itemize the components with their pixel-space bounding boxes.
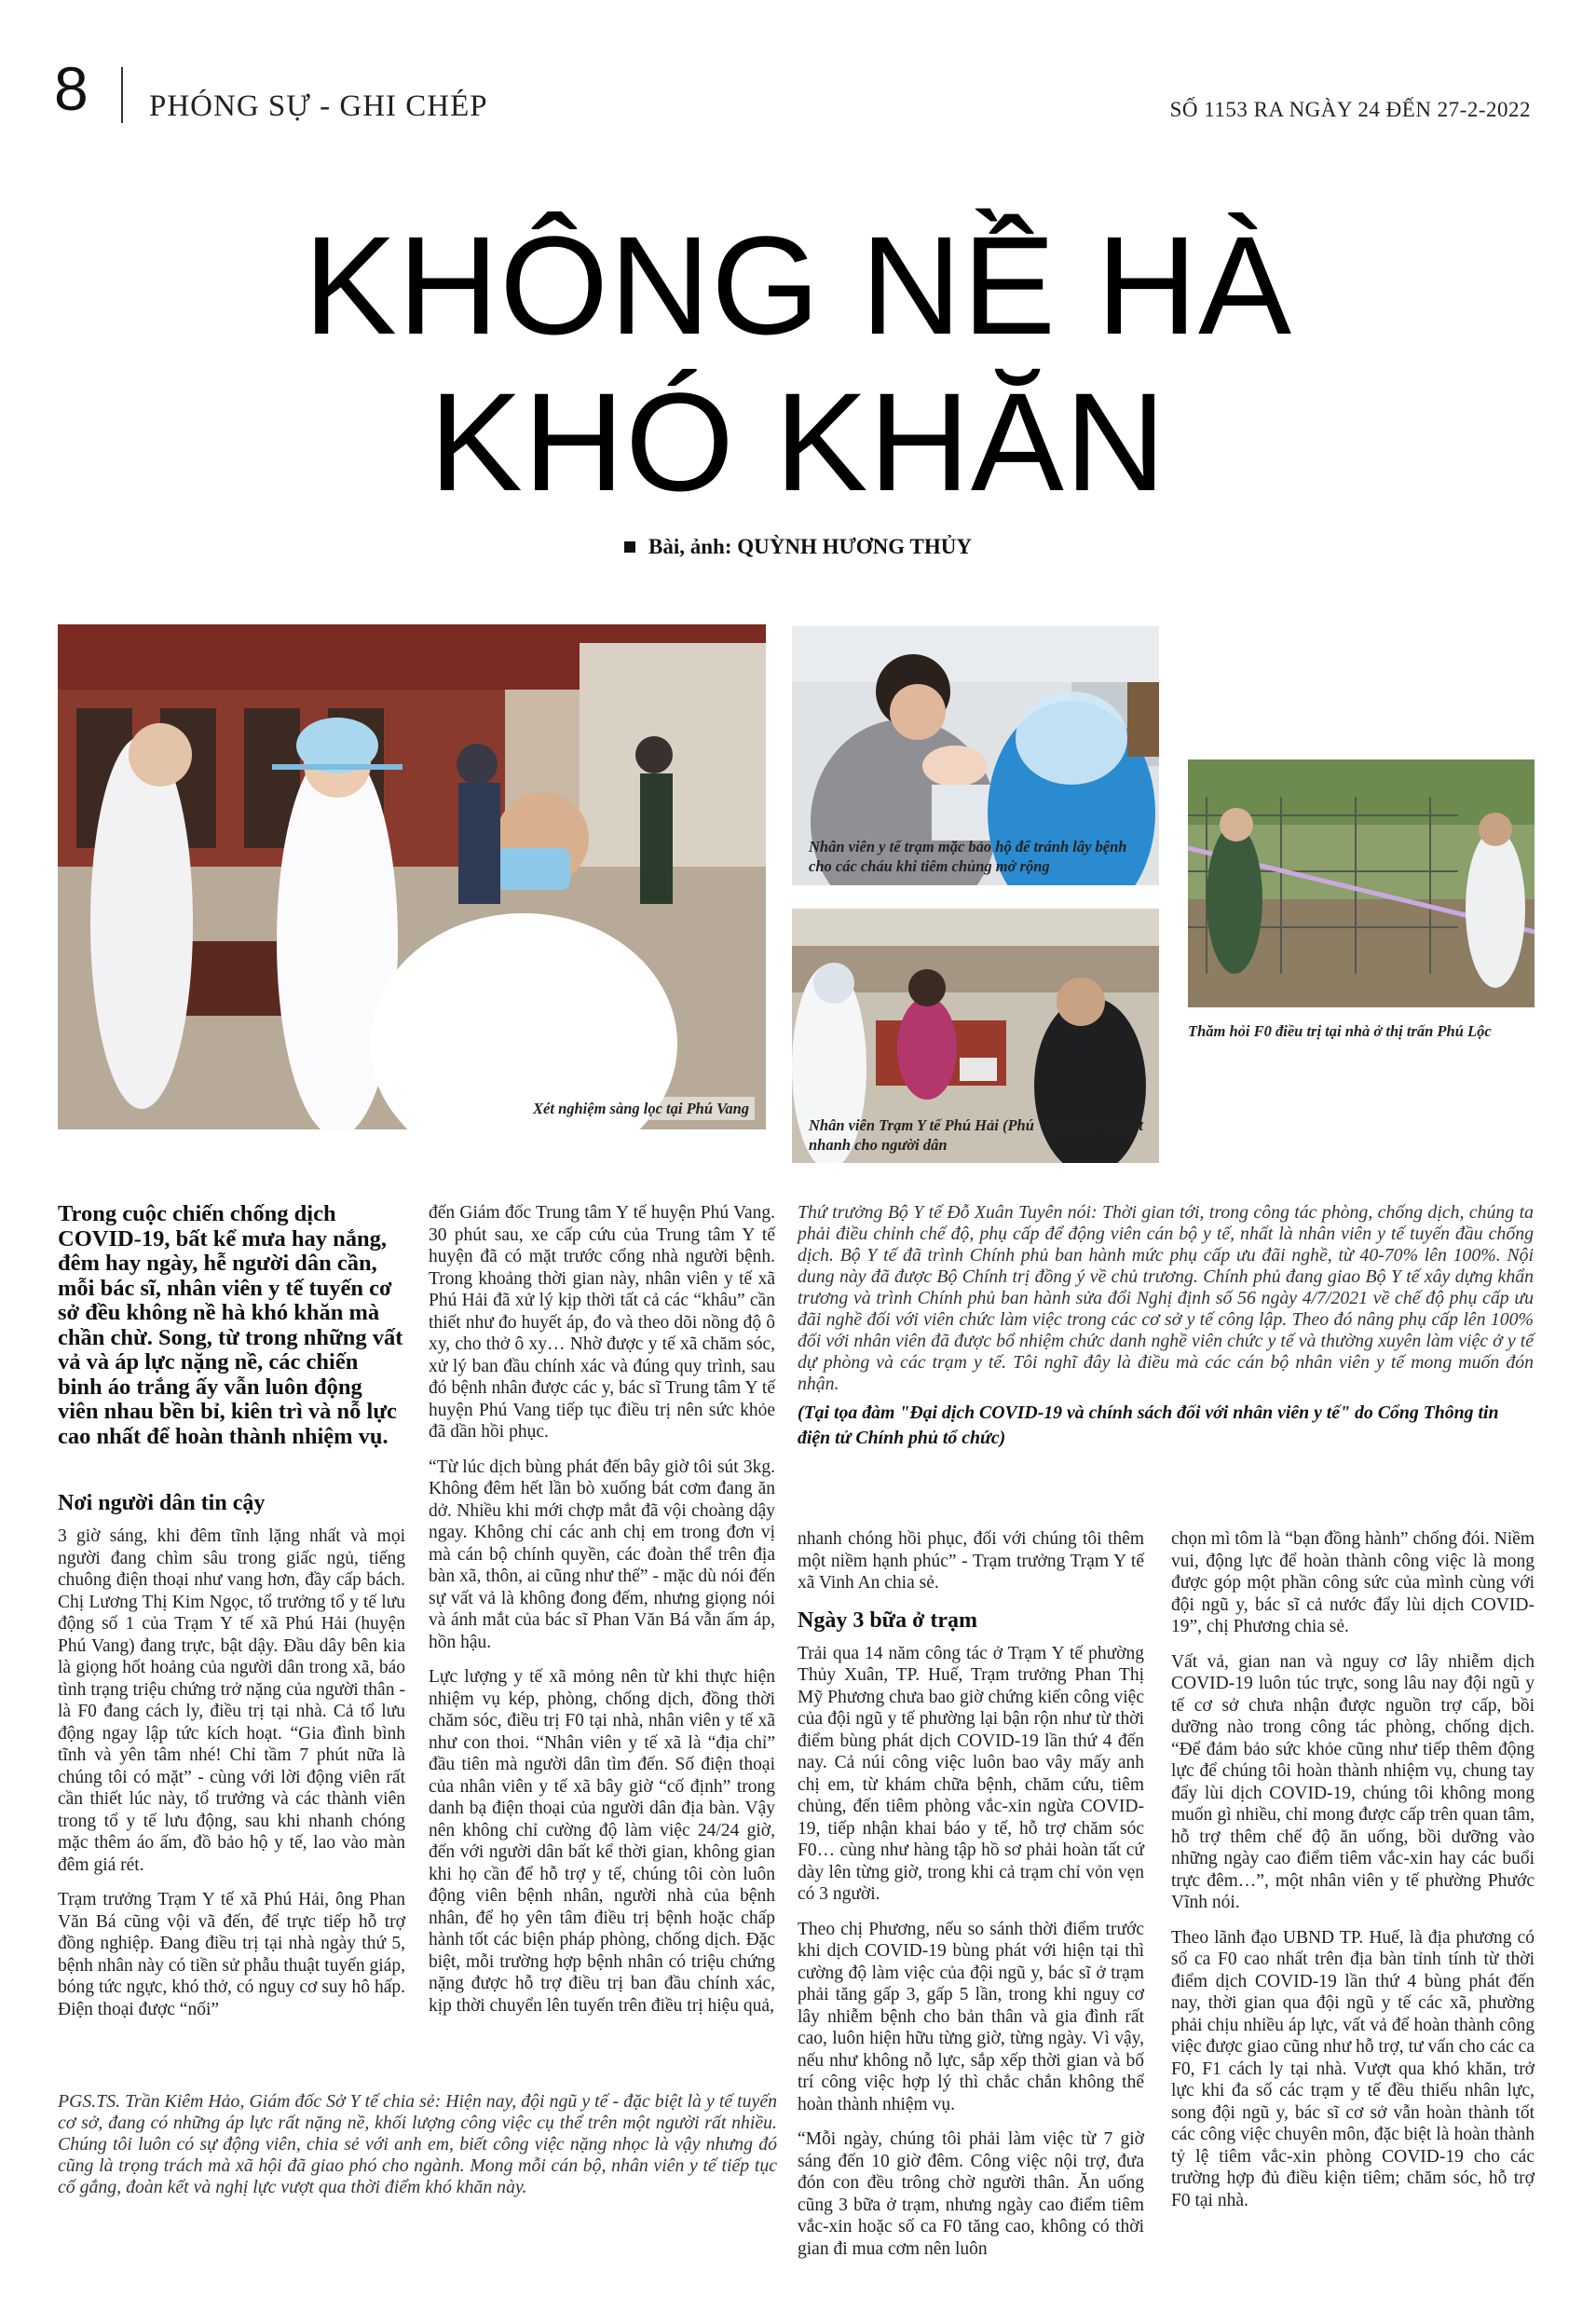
photo-testing-image — [58, 624, 766, 1129]
header-divider — [121, 67, 123, 123]
subhead-noi-nguoi-dan-tin-cay: Nơi người dân tin cậy — [58, 1491, 266, 1515]
quote-box-deputy-minister — [798, 1202, 1534, 1451]
paragraph: Theo lãnh đạo UBND TP. Huế, là địa phương có số ca F0 cao nhất trên địa bàn tỉnh tính từ thời điểm dịch COVID-19 lần thứ 4 bùng phát đến nay, thời gian qua đội ngũ y tế các xã, phường phải chịu nhiều áp lực, vất vả để hoàn thành công việc được giao cũng như hỗ trợ, tư vấn cho các ca F0, F1 cách ly tại nhà. Vượt qua khó khăn, trở lực khi đa số các trạm y tế đều thiếu nhân lực, song đội ngũ y, bác sĩ cơ sở vẫn hoàn thành tốt các công việc chuyên môn, đặc biệt là hoàn thành tỷ lệ tiêm vắc-xin phòng COVID-19 cho các trường hợp đủ điều kiện tiêm; chăm sóc, hỗ trợ F0 tại nhà. — [1171, 1927, 1535, 2210]
headline-line-2: KHÓ KHĂN — [429, 363, 1167, 520]
photo-vaccination — [792, 626, 1159, 885]
byline-bullet — [624, 541, 635, 553]
subhead-ngay-3-bua-o-tram: Ngày 3 bữa ở trạm — [798, 1607, 978, 1633]
paragraph: Trạm trưởng Trạm Y tế xã Phú Hải, ông Phan Văn Bá cũng vội vã đến, để trực tiếp hỗ trợ đồng nghiệp. Đang điều trị tại nhà ngày thứ 5, bệnh nhân này có tiền sử phẫu thuật tuyến giáp, bóng tức ngực, khó thở, có nguy cơ suy hô hấp. Điện thoại được “nối” — [58, 1890, 405, 2019]
article-column-4 — [1171, 1528, 1535, 2224]
issue-info: SỐ 1153 RA NGÀY 24 ĐẾN 27-2-2022 — [1169, 98, 1531, 121]
photo-vaccination-caption: Nhân viên y tế trạm mặc bảo hộ để tránh lây bệnh cho các cháu khi tiêm chủng mở rộng — [809, 838, 1127, 875]
paragraph: 3 giờ sáng, khi đêm tĩnh lặng nhất và mọi người đang chìm sâu trong giấc ngủ, tiếng chuông điện thoại như vang hơn, đầy cấp bách. Chị Lương Thị Kim Ngọc, tổ trưởng tổ y tế lưu động số 1 của Trạm Y tế xã Phú Hải (huyện Phú Vang) đang trực, bật dậy. Đầu dây bên kia là giọng hốt hoảng của người dân trong xã, báo tình trạng triệu chứng trở nặng của người thân - là F0 đang cách ly, điều trị tại nhà. Cả tổ lưu động ngay lập tức kích hoạt. “Gia đình bình tĩnh và yên tâm nhé! Chỉ tầm 7 phút nữa là chúng tôi có mặt” - cùng với lời động viên rất cần thiết lúc này, tổ trưởng và các thành viên trong tổ y tế lưu động, sau khi nhanh chóng mặc thêm áo ấm, đồ bảo hộ y tế, lao vào màn đêm giá rét. — [58, 1526, 405, 1875]
paragraph: Lực lượng y tế xã mỏng nên từ khi thực hiện nhiệm vụ kép, phòng, chống dịch, đồng thời chăm sóc, điều trị F0 tại nhà, nhân viên y tế xã như con thoi. “Nhân viên y tế xã là “địa chỉ” đầu tiên mà người dân tìm đến. Số điện thoại của nhân viên y tế xã bây giờ “cố định” trong danh bạ điện thoại của người dân địa bàn. Vậy nên không chỉ cường độ làm việc 24/24 giờ, đến với người dân bất kể thời gian, không gian khi họ cần để hỗ trợ y tế, chúng tôi còn luôn động viên bệnh nhân, người nhà của bệnh nhân, để họ yên tâm điều trị bệnh hoặc chấp hành tốt các biện pháp phòng, chống dịch. Đặc biệt, mỗi trường hợp bệnh nhân có triệu chứng nặng được hỗ trợ điều trị ban đầu chính xác, kịp thời chuyển lên tuyến trên điều trị hiệu quả, — [429, 1667, 775, 2016]
paragraph: “Từ lúc dịch bùng phát đến bây giờ tôi sút 3kg. Không đêm hết lần bò xuống bát cơm đang ăn dở. Nhiều khi mới chợp mắt đã vội choàng dậy ngay. Không chỉ các anh chị em trong đơn vị mà cán bộ chính quyền, các đoàn thể trên địa bàn xã, thôn, ai cũng như thế” - mặc dù nói đến sự vất vả là không đong đếm, nhưng giọng nói và ánh mắt của bác sĩ Phan Văn Bá vẫn ấm áp, hồn hậu. — [429, 1457, 775, 1652]
article-column-3 — [798, 1528, 1144, 2273]
article-lead: Trong cuộc chiến chống dịch COVID-19, bất kể mưa hay nắng, đêm hay ngày, hễ người dân cần, mỗi bác sĩ, nhân viên y tế tuyến cơ sở đều không nề hà khó khăn mà chần chừ. Song, từ trong những vất vả và áp lực nặng nề, các chiến binh áo trắng ấy vẫn luôn động viên nhau bền bỉ, kiên trì và nỗ lực cao nhất để hoàn thành nhiệm vụ. — [58, 1201, 403, 1449]
paragraph: Theo chị Phương, nếu so sánh thời điểm trước khi dịch COVID-19 bùng phát với hiện tại thì cường độ làm việc của đội ngũ y, bác sĩ ở trạm phải tăng gấp 3, gấp 5 lần, trong khi nguy cơ lây nhiễm bệnh cho bản thân và gia đình rất cao, luôn hiện hữu từng giờ, từng ngày. Vì vậy, nếu như không nỗ lực, sắp xếp thời gian và bố trí công việc hợp lý thì chắc chắn không thể hoàn thành nhiệm vụ. — [798, 1919, 1144, 2114]
byline-text: Bài, ảnh: QUỲNH HƯƠNG THỦY — [648, 535, 972, 558]
photo-home-visit — [1188, 759, 1535, 1007]
section-title: PHÓNG SỰ - GHI CHÉP — [149, 89, 488, 123]
quote-deputy-minister: Thứ trưởng Bộ Y tế Đỗ Xuân Tuyên nói: Thời gian tới, trong công tác phòng, chống dịch, chúng ta phải điều chỉnh chế độ, phụ cấp để động viên cán bộ y tế, nhất là nhân viên y tế tuyến đầu chống dịch. Bộ Y tế đã trình Chính phủ ban hành mức phụ cấp ưu đãi nghề, từ 40-70% lên 100%. Nội dung này đã được Bộ Chính trị đồng ý về chủ trương. Chính phủ đang giao Bộ Y tế xây dựng khẩn trương và trình Chính phủ ban hành sửa đổi Nghị định số 56 ngày 4/7/2021 về chế độ phụ cấp ưu đãi nghề đối với viên chức làm việc trong các cơ sở y tế công lập. Theo đó nâng phụ cấp lên 100% đối với nhân viên đã được bổ nhiệm chức danh nghề viên chức y tế và thường xuyên làm việc ở y tế dự phòng và các trạm y tế. Tôi nghĩ đây là điều mà các cán bộ nhân viên y tế mong muốn đón nhận. — [798, 1202, 1534, 1394]
photo-home-visit-caption: Thăm hỏi F0 điều trị tại nhà ở thị trấn Phú Lộc — [1188, 1022, 1492, 1040]
paragraph: Vất vả, gian nan và nguy cơ lây nhiễm dịch COVID-19 luôn túc trực, song lâu nay đội ngũ y tế cơ sở chưa nhận được nguồn trợ cấp, bồi dưỡng nào trong công tác phòng, chống dịch. “Để đảm bảo sức khỏe cũng như tiếp thêm động lực để chúng tôi hoàn thành nhiệm vụ, chung tay đẩy lùi dịch COVID-19, chúng tôi không mong muốn gì nhiều, chỉ mong được cấp trên quan tâm, hỗ trợ thêm chế độ ăn uống, bồi dưỡng vào những ngày cao điểm tiêm vắc-xin hay các buổi trực đêm…”, một nhân viên y tế phường Phước Vĩnh nói. — [1171, 1651, 1535, 1912]
photo-testing — [58, 624, 766, 1129]
paragraph: chọn mì tôm là “bạn đồng hành” chống đói. Niềm vui, động lực để hoàn thành công việc là mong được góp một phần công sức của mình cùng với đội ngũ y, bác sĩ cả nước đẩy lùi dịch COVID-19”, chị Phương chia sẻ. — [1171, 1529, 1535, 1636]
headline-line-1: KHÔNG NỀ HÀ — [303, 207, 1293, 363]
paragraph: nhanh chóng hồi phục, đối với chúng tôi thêm một niềm hạnh phúc” - Trạm trưởng Trạm Y tế xã Vinh An chia sẻ. — [798, 1529, 1144, 1593]
quote-health-director: PGS.TS. Trần Kiêm Hảo, Giám đốc Sở Y tế chia sẻ: Hiện nay, đội ngũ y tế - đặc biệt là y tế tuyến cơ sở, đang có những áp lực rất nặng nề, khối lượng công việc cụ thể trên một người rất nhiều. Chúng tôi luôn có sự động viên, chia sẻ với anh em, biết công việc nặng nhọc là vậy nhưng đó cũng là trọng trách mà xã hội đã giao phó cho ngành. Mong mỗi cán bộ, nhân viên y tế tiếp tục cố gắng, đoàn kết và nghị lực vượt qua thời điểm khó khăn này. — [58, 2091, 777, 2197]
photo-home-visit-image — [1188, 759, 1535, 1007]
photo-rapid-test — [792, 909, 1159, 1163]
article-column-1 — [58, 1202, 405, 2033]
byline — [0, 535, 1596, 559]
photo-testing-caption: Xét nghiệm sàng lọc tại Phú Vang — [527, 1097, 755, 1120]
photo-rapid-test-caption: Nhân viên Trạm Y tế Phú Hải (Phú Vang) hỗ trợ test nhanh cho người dân — [809, 1116, 1143, 1154]
paragraph: đến Giám đốc Trung tâm Y tế huyện Phú Vang. 30 phút sau, xe cấp cứu của Trung tâm Y tế huyện đã có mặt trước cổng nhà người bệnh. Trong khoảng thời gian này, nhân viên y tế xã Phú Hải đã xử lý kịp thời tất cả các “khâu” cần thiết như đo huyết áp, đo và theo dõi nồng độ ô xy, cho thở ô xy… Nhờ được y tế xã chăm sóc, xử lý ban đầu chính xác và đúng quy trình, sau đó bệnh nhân được các y, bác sĩ Trung tâm Y tế huyện Phú Vang tiếp tục điều trị nên sức khỏe đã dần hồi phục. — [429, 1203, 775, 1442]
paragraph: Trải qua 14 năm công tác ở Trạm Y tế phường Thủy Xuân, TP. Huế, Trạm trưởng Phan Thị Mỹ Phương chưa bao giờ chứng kiến công việc của đội ngũ y tế phường lại bận rộn như từ thời điểm bùng phát dịch COVID-19 lần thứ 4 đến nay. Cả núi công việc luôn bao vây mấy anh chị em, từ khám chữa bệnh, chăm cứu, tiêm chủng, đến tiêm phòng vắc-xin ngừa COVID-19, tiếp nhận khai báo y tế, hỗ trợ chăm sóc F0… cùng như hàng tập hồ sơ phải hoàn tất cứ dày lên từng giờ, trong khi cả trạm chỉ vỏn vẹn có 3 người. — [798, 1643, 1144, 1904]
article-column-2 — [429, 1202, 775, 2030]
page-number: 8 — [54, 54, 89, 123]
quote-deputy-minister-source: (Tại tọa đàm "Đại dịch COVID-19 và chính sách đối với nhân viên y tế" do Cổng Thông tin điện tử Chính phủ tổ chức) — [798, 1402, 1499, 1448]
paragraph: “Mỗi ngày, chúng tôi phải làm việc từ 7 giờ sáng đến 10 giờ đêm. Công việc nội trợ, đưa đón con đều trông chờ người thân. Ăn uống cũng 3 bữa ở trạm, nhưng ngày cao điểm tiêm vắc-xin hoặc số ca F0 tăng cao, không có thời gian đi mua cơm nên luôn — [798, 2129, 1144, 2259]
